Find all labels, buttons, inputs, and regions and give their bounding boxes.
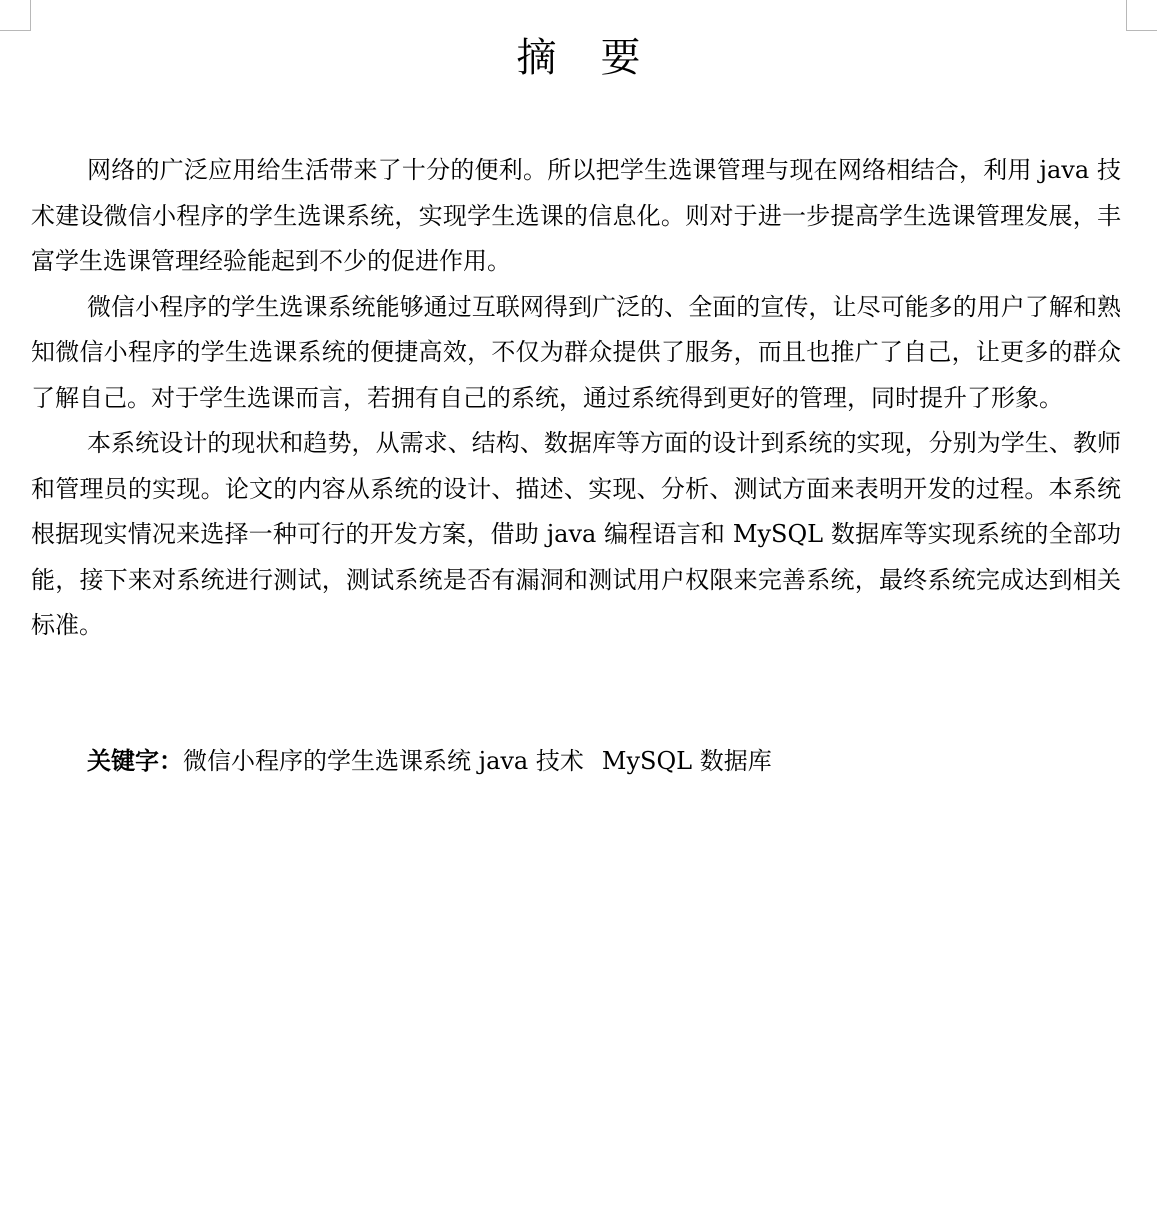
keyword-item-2: MySQL 数据库 — [601, 747, 772, 775]
page-title — [0, 30, 1157, 86]
keywords-label: 关键字： — [87, 746, 183, 775]
abstract-body — [31, 148, 1121, 649]
title-char-1: 摘 — [516, 35, 557, 81]
abstract-paragraph-2: 微信小程序的学生选课系统能够通过互联网得到广泛的、全面的宣传，让尽可能多的用户了解和熟知微信小程序的学生选课系统的便捷高效，不仅为群众提供了服务，而且也推广了自己，让更多的群众了解自己。对于学生选课而言，若拥有自己的系统，通过系统得到更好的管理，同时提升了形象。 — [31, 292, 1121, 412]
crop-mark-top-left — [0, 0, 31, 31]
abstract-paragraph-1: 网络的广泛应用给生活带来了十分的便利。所以把学生选课管理与现在网络相结合，利用 java 技术建设微信小程序的学生选课系统，实现学生选课的信息化。则对于进一步提高学生选课管理发展，丰富学生选课管理经验能起到不少的促进作用。 — [31, 156, 1121, 275]
keyword-item-1: 微信小程序的学生选课系统 java 技术 — [183, 747, 584, 775]
abstract-paragraph-3: 本系统设计的现状和趋势，从需求、结构、数据库等方面的设计到系统的实现，分别为学生、教师和管理员的实现。论文的内容从系统的设计、描述、实现、分析、测试方面来表明开发的过程。本系统根据现实情况来选择一种可行的开发方案，借助 java 编程语言和 MySQL 数据库等实现系统的全部功能，接下来对系统进行测试，测试系统是否有漏洞和测试用户权限来完善系统，最终系统完成达到相关标准。 — [31, 429, 1121, 639]
crop-mark-top-right — [1126, 0, 1157, 31]
title-char-2: 要 — [600, 35, 641, 81]
keywords-line — [87, 738, 772, 784]
